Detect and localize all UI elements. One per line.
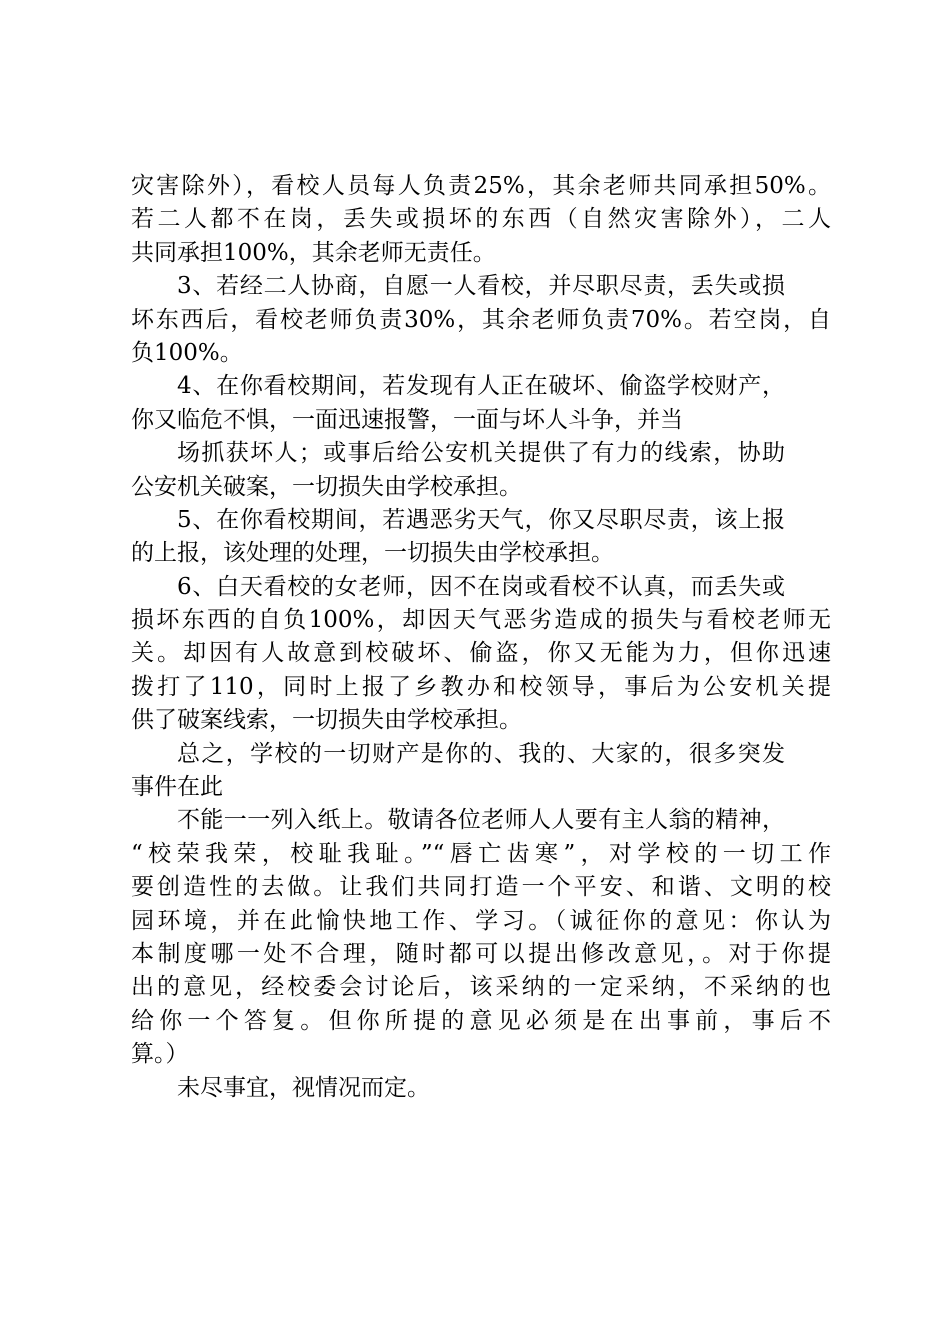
text-line: 本制度哪一处不合理，随时都可以提出修改意见，。对于你提 [131, 940, 831, 967]
text-line: 4、在你看校期间，若发现有人正在破坏、偷盗学校财产， [177, 373, 785, 400]
document-body [131, 170, 831, 1105]
text-line: 损坏东西的自负100%，却因天气恶劣造成的损失与看校老师无 [131, 607, 831, 634]
text-line: “校荣我荣，校耻我耻。”“唇亡齿寒”，对学校的一切工作 [131, 840, 831, 867]
text-line: 给你一个答复。但你所提的意见必须是在出事前，事后不 [131, 1007, 831, 1034]
text-line: 的上报，该处理的处理，一切损失由学校承担。 [131, 540, 614, 567]
text-line: 场抓获坏人；或事后给公安机关提供了有力的线索，协助 [177, 440, 785, 467]
text-line: 关。却因有人故意到校破坏、偷盗，你又无能为力，但你迅速 [131, 640, 831, 667]
text-line: 园环境，并在此愉快地工作、学习。（诚征你的意见：你认为 [131, 907, 831, 934]
text-line: 不能一一列入纸上。敬请各位老师人人要有主人翁的精神， [177, 807, 785, 834]
text-line: 坏东西后，看校老师负责30%，其余老师负责70%。若空岗，自 [131, 306, 831, 333]
text-line: 未尽事宜，视情况而定。 [177, 1074, 430, 1101]
text-line: 3、若经二人协商，自愿一人看校，并尽职尽责，丢失或损 [177, 273, 785, 300]
text-line: 总之，学校的一切财产是你的、我的、大家的，很多突发 [177, 740, 785, 767]
text-line: 事件在此 [131, 774, 223, 801]
text-line: 出的意见，经校委会讨论后，该采纳的一定采纳，不采纳的也 [131, 974, 831, 1001]
text-line: 负100%。 [131, 339, 243, 366]
text-line: 若二人都不在岗，丢失或损坏的东西（自然灾害除外），二人 [131, 206, 831, 233]
text-line: 算。） [131, 1041, 189, 1068]
text-line: 要创造性的去做。让我们共同打造一个平安、和谐、文明的校 [131, 874, 831, 901]
text-line: 拨打了110，同时上报了乡教办和校领导，事后为公安机关提 [131, 673, 831, 700]
text-line: 6、白天看校的女老师，因不在岗或看校不认真，而丢失或 [177, 573, 785, 600]
text-line: 灾害除外），看校人员每人负责25%，其余老师共同承担50%。 [131, 173, 831, 199]
text-line: 供了破案线索，一切损失由学校承担。 [131, 707, 522, 734]
text-line: 5、在你看校期间，若遇恶劣天气，你又尽职尽责，该上报 [177, 506, 785, 533]
text-line: 共同承担100%，其余老师无责任。 [131, 239, 496, 266]
text-line: 公安机关破案，一切损失由学校承担。 [131, 473, 522, 500]
text-line: 你又临危不惧，一面迅速报警，一面与坏人斗争，并当 [131, 406, 683, 433]
